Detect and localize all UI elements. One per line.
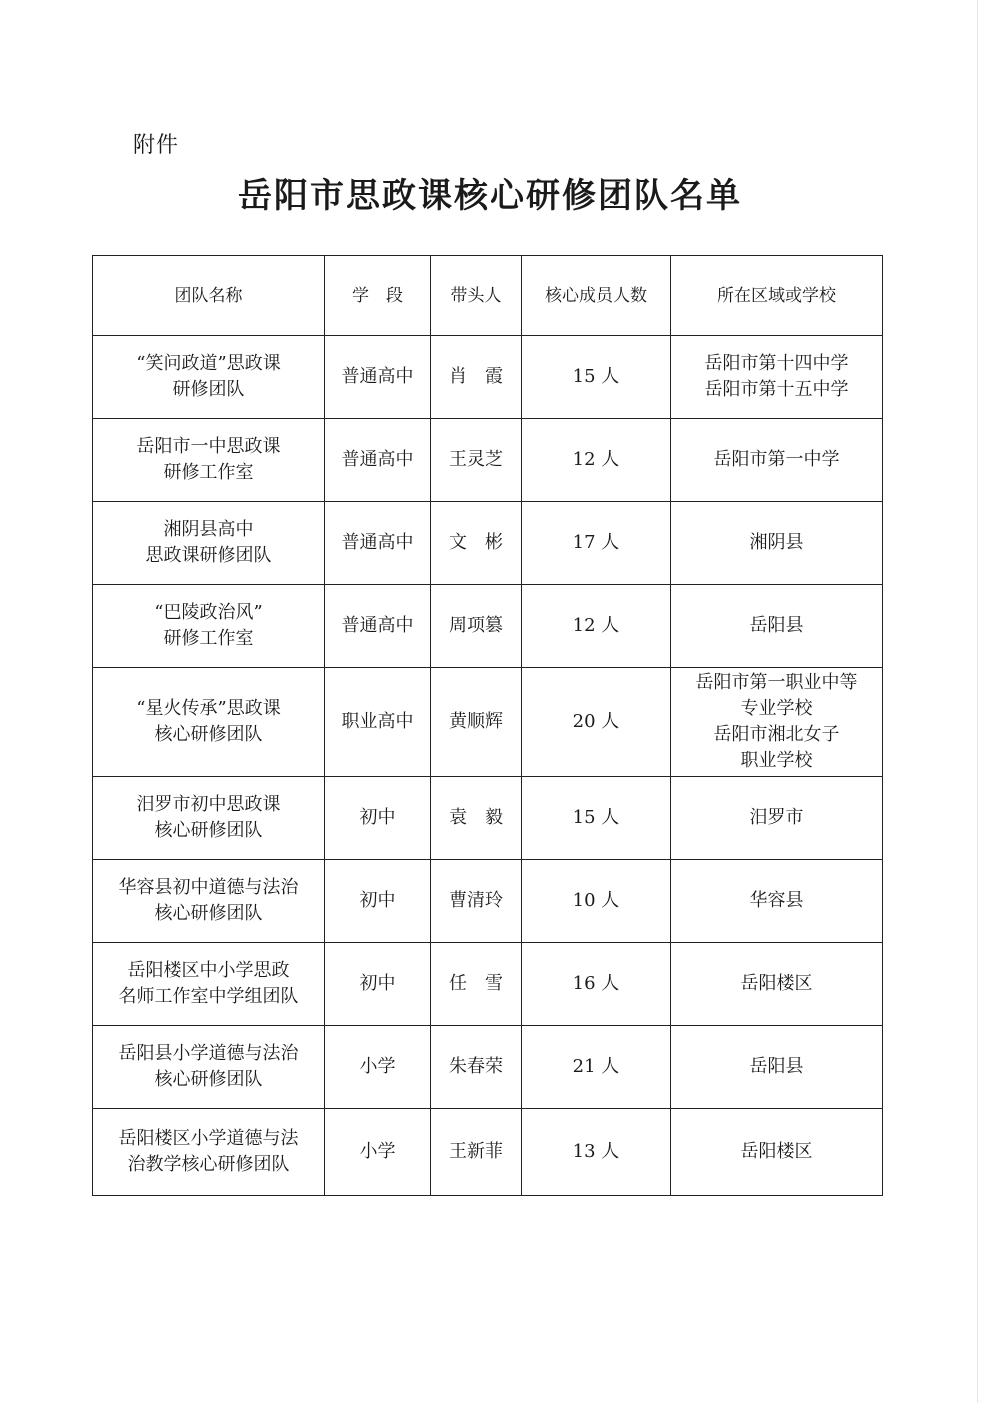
team-name-cell [93, 585, 325, 668]
team-name-line: “笑问政道”思政课 [136, 353, 281, 374]
stage-cell: 普通高中 [325, 336, 431, 419]
member-count-cell: 13 人 [522, 1109, 671, 1196]
team-name-line: 岳阳市一中思政课 [136, 436, 281, 457]
attachment-label: 附件 [133, 133, 180, 158]
member-count-cell: 16 人 [522, 943, 671, 1026]
location-cell [671, 419, 883, 502]
location-cell [671, 943, 883, 1026]
location-line: 职业学校 [740, 750, 813, 771]
leader-cell: 周项篡 [431, 585, 522, 668]
location-cell [671, 668, 883, 777]
column-header-member-count: 核心成员人数 [522, 256, 671, 336]
team-name-cell [93, 668, 325, 777]
team-name-line: 核心研修团队 [154, 724, 263, 745]
stage-cell: 小学 [325, 1109, 431, 1196]
location-cell [671, 1026, 883, 1109]
table-row [93, 419, 883, 502]
location-line: 岳阳楼区 [740, 973, 813, 994]
team-name-line: 研修工作室 [163, 462, 254, 483]
stage-cell: 小学 [325, 1026, 431, 1109]
team-name-line: 岳阳楼区中小学思政 [127, 960, 290, 981]
team-name-cell [93, 1026, 325, 1109]
member-count-cell: 15 人 [522, 777, 671, 860]
member-count-cell: 12 人 [522, 585, 671, 668]
leader-cell: 黄顺辉 [431, 668, 522, 777]
document-title: 岳阳市思政课核心研修团队名单 [238, 176, 742, 216]
location-line: 岳阳市第十四中学 [704, 353, 849, 374]
team-name-cell [93, 777, 325, 860]
location-line: 汨罗市 [749, 807, 804, 828]
leader-cell: 王新菲 [431, 1109, 522, 1196]
team-name-line: 研修团队 [172, 379, 245, 400]
team-name-line: 汨罗市初中思政课 [136, 794, 281, 815]
team-name-cell [93, 943, 325, 1026]
stage-cell: 普通高中 [325, 419, 431, 502]
team-name-line: 湘阴县高中 [163, 519, 254, 540]
location-line: 专业学校 [740, 698, 813, 719]
table-row [93, 1026, 883, 1109]
stage-cell: 初中 [325, 777, 431, 860]
table-row [93, 336, 883, 419]
location-cell [671, 777, 883, 860]
leader-cell: 任 雪 [431, 943, 522, 1026]
location-line: 岳阳市第十五中学 [704, 379, 849, 400]
table-header-row [93, 256, 883, 336]
table-row [93, 943, 883, 1026]
team-name-line: 岳阳楼区小学道德与法 [118, 1128, 299, 1149]
team-name-cell [93, 336, 325, 419]
column-header-location: 所在区域或学校 [671, 256, 883, 336]
location-cell [671, 1109, 883, 1196]
stage-cell: 普通高中 [325, 585, 431, 668]
location-line: 华容县 [749, 890, 804, 911]
stage-cell: 普通高中 [325, 502, 431, 585]
team-name-cell [93, 1109, 325, 1196]
location-cell [671, 502, 883, 585]
leader-cell: 文 彬 [431, 502, 522, 585]
location-line: 岳阳市第一职业中等 [695, 672, 858, 693]
member-count-cell: 20 人 [522, 668, 671, 777]
team-name-line: 华容县初中道德与法治 [118, 877, 299, 898]
team-name-line: “星火传承”思政课 [136, 698, 281, 719]
leader-cell: 王灵芝 [431, 419, 522, 502]
location-line: 岳阳市第一中学 [713, 449, 840, 470]
member-count-cell: 12 人 [522, 419, 671, 502]
column-header-leader: 带头人 [431, 256, 522, 336]
location-line: 岳阳市湘北女子 [713, 724, 840, 745]
member-count-cell: 17 人 [522, 502, 671, 585]
team-name-cell [93, 419, 325, 502]
member-count-cell: 21 人 [522, 1026, 671, 1109]
table-row [93, 1109, 883, 1196]
member-count-cell: 15 人 [522, 336, 671, 419]
location-cell [671, 336, 883, 419]
team-name-line: 核心研修团队 [154, 903, 263, 924]
leader-cell: 朱春荣 [431, 1026, 522, 1109]
team-name-line: 名师工作室中学组团队 [118, 986, 299, 1007]
team-roster-table [92, 255, 883, 1196]
table-row [93, 502, 883, 585]
leader-cell: 袁 毅 [431, 777, 522, 860]
team-name-cell [93, 860, 325, 943]
team-name-line: “巴陵政治风” [154, 602, 263, 623]
location-cell [671, 585, 883, 668]
stage-cell: 初中 [325, 860, 431, 943]
table-row [93, 860, 883, 943]
team-name-line: 核心研修团队 [154, 1069, 263, 1090]
location-line: 湘阴县 [749, 532, 804, 553]
leader-cell: 肖 霞 [431, 336, 522, 419]
location-line: 岳阳县 [749, 615, 804, 636]
member-count-cell: 10 人 [522, 860, 671, 943]
stage-cell: 初中 [325, 943, 431, 1026]
team-name-line: 核心研修团队 [154, 820, 263, 841]
column-header-team-name: 团队名称 [93, 256, 325, 336]
team-name-cell [93, 502, 325, 585]
location-line: 岳阳楼区 [740, 1141, 813, 1162]
team-name-line: 思政课研修团队 [145, 545, 272, 566]
table-row [93, 585, 883, 668]
table-row [93, 777, 883, 860]
team-name-line: 岳阳县小学道德与法治 [118, 1043, 299, 1064]
location-cell [671, 860, 883, 943]
leader-cell: 曹清玲 [431, 860, 522, 943]
team-name-line: 研修工作室 [163, 628, 254, 649]
location-line: 岳阳县 [749, 1056, 804, 1077]
stage-cell: 职业高中 [325, 668, 431, 777]
table-row [93, 668, 883, 777]
column-header-stage: 学 段 [325, 256, 431, 336]
team-name-line: 治教学核心研修团队 [127, 1154, 290, 1175]
